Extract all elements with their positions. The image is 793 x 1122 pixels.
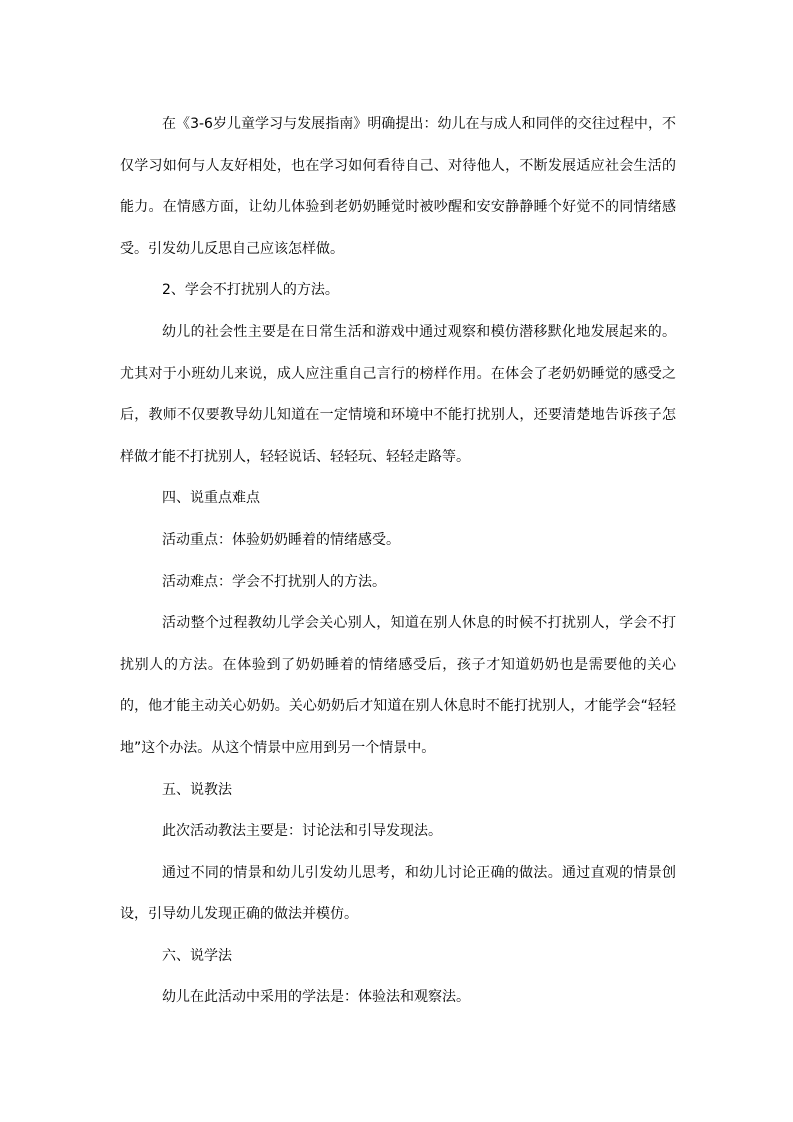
paragraph-guideline: 在《3-6岁儿童学习与发展指南》明确提出：幼儿在与成人和同伴的交往过程中，不仅学习如何与人友好相处，也在学习如何看待自己、对待他人，不断发展适应社会生活的能力。在情感方面，让幼儿体验到老奶奶睡觉时被吵醒和安安静静睡个好觉不的同情绪感受。引发幼儿反思自己应该怎样做。	[120, 116, 676, 257]
section-heading-learning-method: 六、说学法	[162, 947, 232, 964]
paragraph-heading-method-2: 2、学会不打扰别人的方法。	[162, 282, 339, 299]
paragraph-key-point: 活动重点：体验奶奶睡着的情绪感受。	[162, 531, 400, 548]
paragraph-activity-process: 活动整个过程教幼儿学会关心别人，知道在别人休息的时候不打扰别人，学会不打扰别人的方法。在体验到了奶奶睡着的情绪感受后，孩子才知道奶奶也是需要他的关心的，他才能主动关心奶奶。关心奶奶后才知道在别人休息时不能打扰别人，才能学会“轻轻地”这个办法。从这个情景中应用到另一个情景中。	[120, 615, 676, 756]
document-body	[120, 104, 676, 1019]
paragraph-learning-method: 幼儿在此活动中采用的学法是：体验法和观察法。	[162, 989, 470, 1006]
paragraph-difficult-point: 活动难点：学会不打扰别人的方法。	[162, 573, 386, 590]
paragraph-teaching-method: 此次活动教法主要是：讨论法和引导发现法。	[162, 823, 442, 840]
section-heading-teaching-method: 五、说教法	[162, 781, 232, 798]
paragraph-social-development: 幼儿的社会性主要是在日常生活和游戏中通过观察和模仿潜移默化地发展起来的。尤其对于小班幼儿来说，成人应注重自己言行的榜样作用。在体会了老奶奶睡觉的感受之后，教师不仅要教导幼儿知道在一定情境和环境中不能打扰别人，还要清楚地告诉孩子怎样做才能不打扰别人，轻轻说话、轻轻玩、轻轻走路等。	[120, 323, 676, 465]
paragraph-teaching-detail: 通过不同的情景和幼儿引发幼儿思考，和幼儿讨论正确的做法。通过直观的情景创设，引导幼儿发现正确的做法并模仿。	[120, 864, 676, 923]
section-heading-key-points: 四、说重点难点	[162, 490, 260, 507]
